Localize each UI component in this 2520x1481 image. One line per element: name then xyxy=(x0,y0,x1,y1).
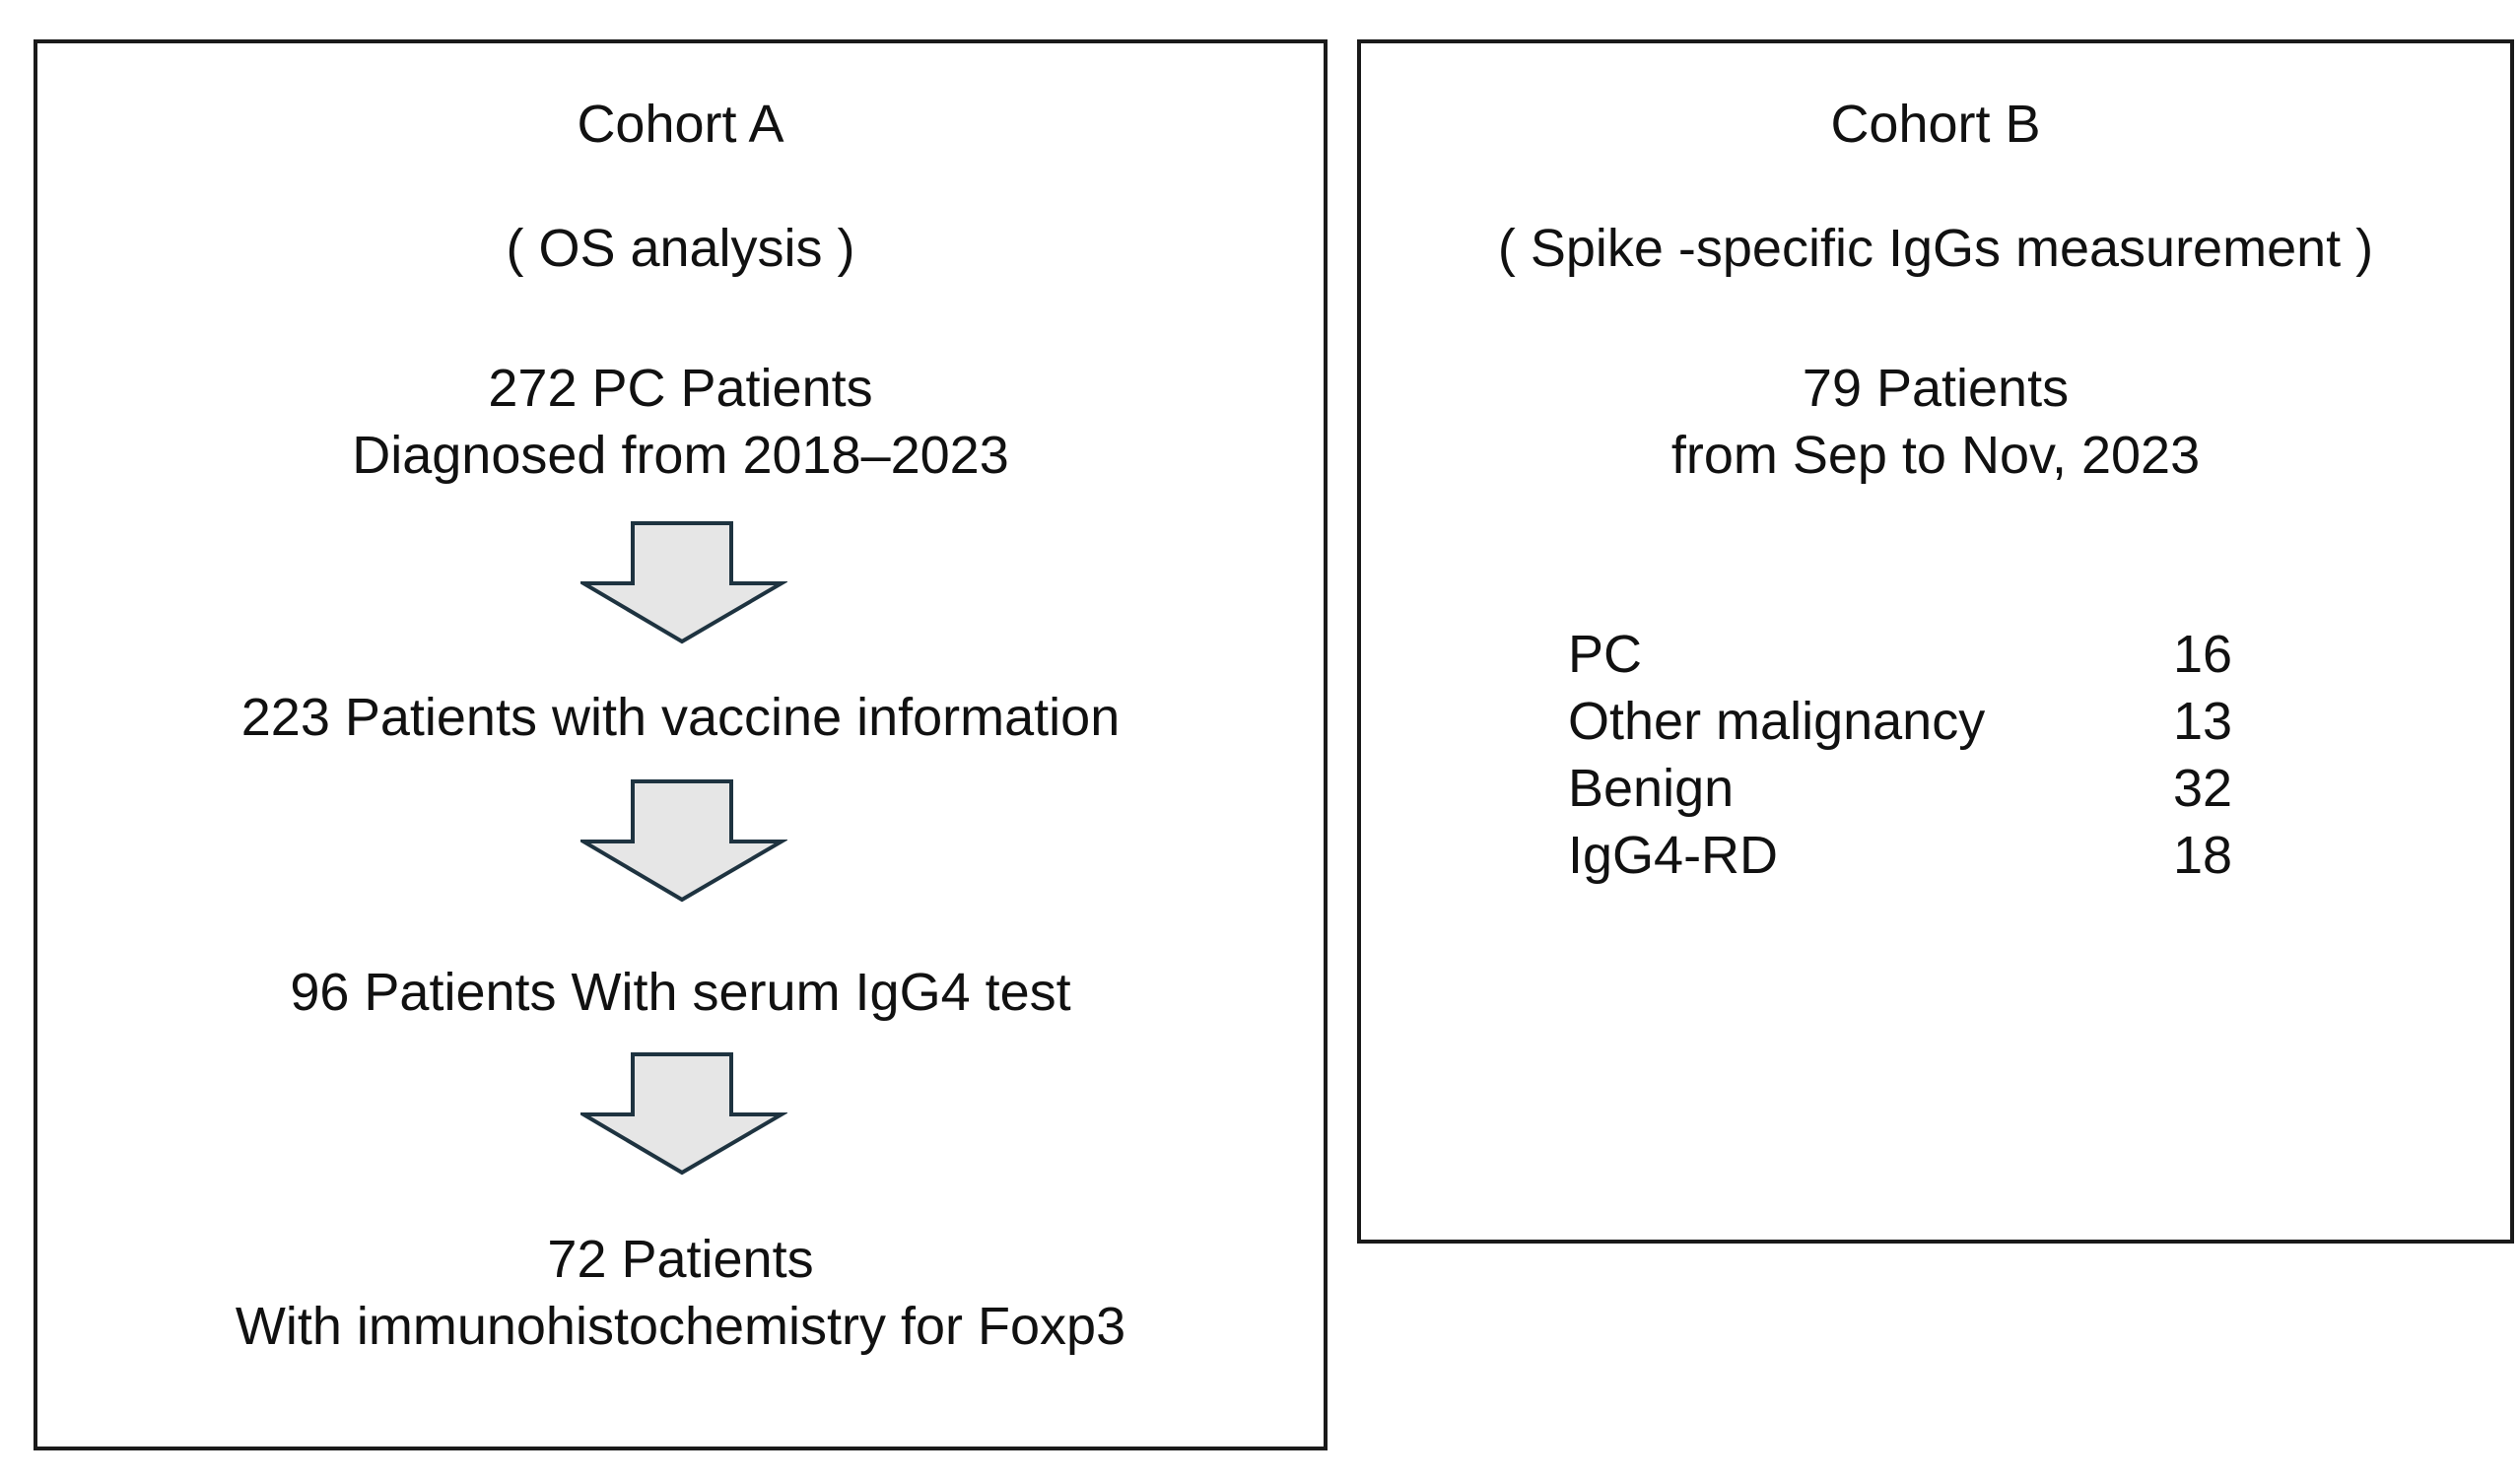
step-1-line-2: Diagnosed from 2018–2023 xyxy=(352,426,1009,485)
group-label: Other malignancy xyxy=(1568,692,1986,751)
step-3-line-1: 96 Patients With serum IgG4 test xyxy=(290,963,1071,1022)
down-arrow-icon xyxy=(580,521,787,644)
list-item xyxy=(1568,755,2278,822)
group-count: 32 xyxy=(2173,759,2233,818)
step-2-line-1: 223 Patients with vaccine information xyxy=(240,688,1121,747)
down-arrow-icon xyxy=(580,779,787,903)
cohort-a-title: Cohort A xyxy=(577,95,784,154)
group-count: 13 xyxy=(2173,692,2233,751)
step-1-line-1: 272 PC Patients xyxy=(488,359,873,418)
cohort-b-summary-line-1: 79 Patients xyxy=(1802,359,2070,418)
list-item xyxy=(1568,822,2278,889)
cohort-b-title: Cohort B xyxy=(1830,95,2041,154)
group-label: PC xyxy=(1568,625,1643,684)
down-arrow-icon xyxy=(580,1052,787,1176)
step-4-line-2: With immunohistochemistry for Foxp3 xyxy=(235,1297,1126,1356)
step-4-line-1: 72 Patients xyxy=(547,1230,814,1289)
cohort-b-subtitle: ( Spike -specific IgGs measurement ) xyxy=(1497,219,2374,278)
cohort-a-panel xyxy=(34,39,1328,1450)
cohort-b-summary-line-2: from Sep to Nov, 2023 xyxy=(1670,426,2201,485)
group-count: 18 xyxy=(2173,826,2233,885)
list-item xyxy=(1568,621,2278,688)
list-item xyxy=(1568,688,2278,755)
patient-group-list xyxy=(1568,621,2278,889)
cohort-a-subtitle: ( OS analysis ) xyxy=(506,219,855,278)
group-label: IgG4-RD xyxy=(1568,826,1779,885)
group-count: 16 xyxy=(2173,625,2233,684)
group-label: Benign xyxy=(1568,759,1735,818)
cohort-b-panel xyxy=(1357,39,2514,1244)
